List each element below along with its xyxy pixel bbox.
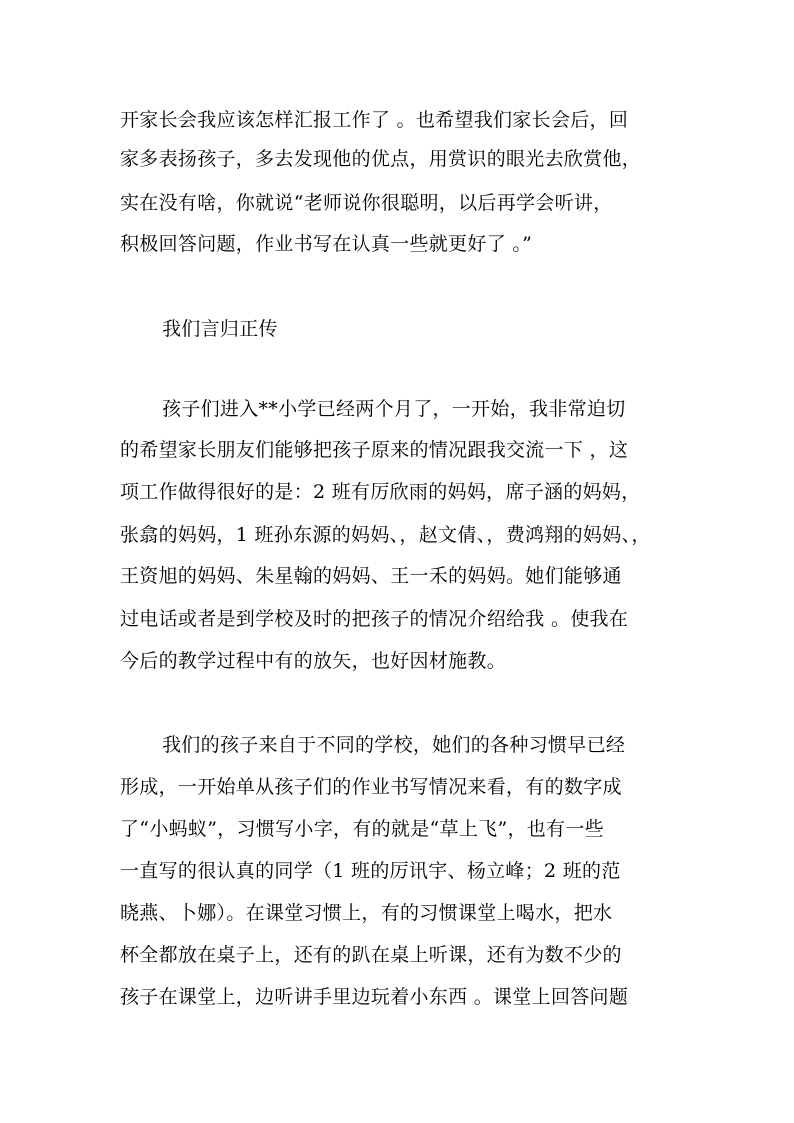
text-line: 一直写的很认真的同学（1 班的厉讯宇、杨立峰；2 班的范 (120, 860, 621, 882)
text-line: 孩子们进入**小学已经两个月了，一开始，我非常迫切 (162, 398, 626, 420)
text-line: 实在没有啥，你就说“老师说你很聪明，以后再学会听讲， (120, 192, 613, 214)
text-line: 王资旭的妈妈、朱星翰的妈妈、王一禾的妈妈。她们能够通 (120, 565, 622, 587)
text-line: 家多表扬孩子，多去发现他的优点，用赏识的眼光去欣赏他， (120, 148, 642, 170)
text-line: 我们的孩子来自于不同的学校，她们的各种习惯早已经 (162, 734, 626, 756)
text-line: 积极回答问题，作业书写在认真一些就更好了 。” (120, 233, 533, 255)
text-line: 项工作做得很好的是：2 班有厉欣雨的妈妈，席子涵的妈妈， (120, 481, 641, 503)
text-line: 杯全都放在桌子上，还有的趴在桌上听课，还有为数不少的 (120, 944, 622, 966)
text-line: 孩子在课堂上，边听讲手里边玩着小东西 。课堂上回答问题 (120, 986, 629, 1008)
text-line: 了“小蚂蚁”，习惯写小字，有的就是“草上飞”，也有一些 (120, 818, 604, 840)
section-heading: 我们言归正传 (162, 318, 278, 340)
text-line: 今后的教学过程中有的放矢，也好因材施教。 (120, 650, 507, 672)
text-line: 张翕的妈妈，1 班孙东源的妈妈、，赵文倩、，费鸿翔的妈妈、， (120, 524, 651, 546)
text-line: 的希望家长朋友们能够把孩子原来的情况跟我交流一下 ，这 (120, 439, 629, 461)
text-line: 形成，一开始单从孩子们的作业书写情况来看，有的数字成 (120, 776, 622, 798)
text-line: 开家长会我应该怎样汇报工作了 。也希望我们家长会后，回 (120, 109, 629, 131)
text-line: 过电话或者是到学校及时的把孩子的情况介绍给我 。使我在 (120, 608, 629, 630)
text-line: 晓燕、卜娜）。在课堂习惯上，有的习惯课堂上喝水，把水 (120, 902, 613, 924)
